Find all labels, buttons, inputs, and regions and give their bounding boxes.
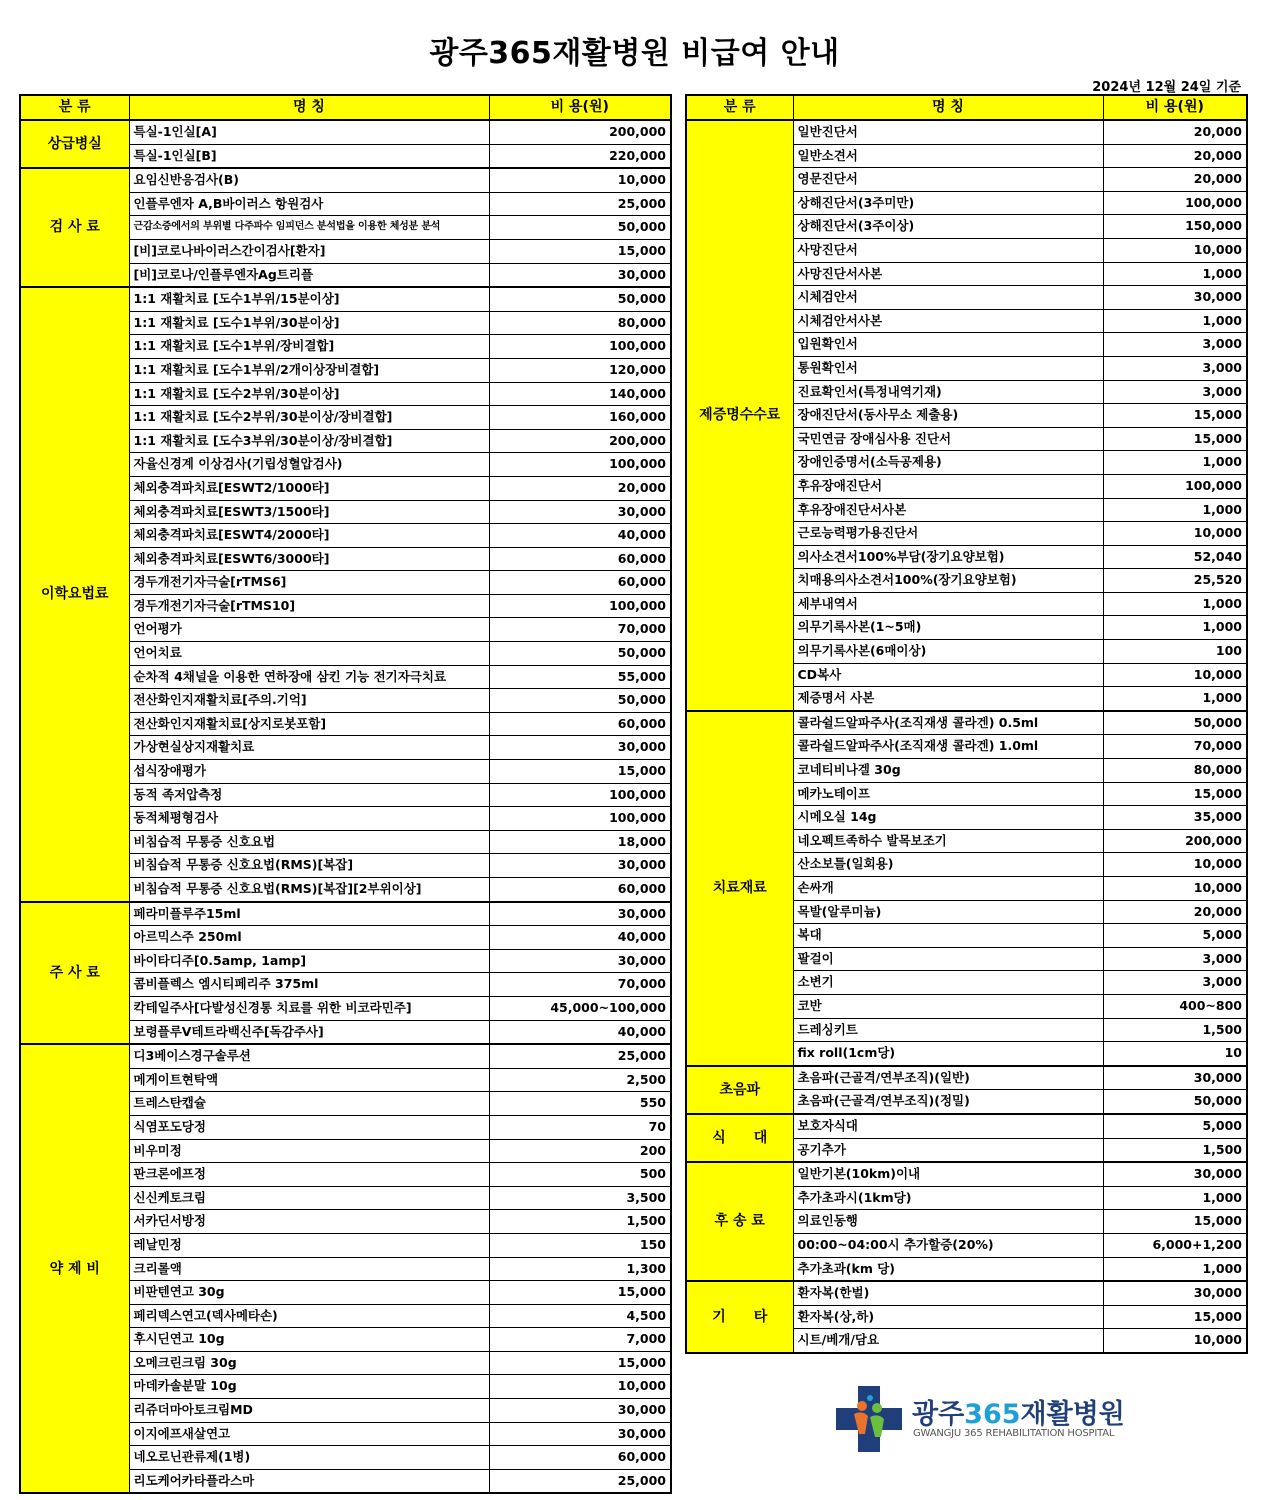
item-name: 섭식장애평가 [129,760,489,784]
item-price: 30,000 [1103,1162,1247,1186]
item-price: 500 [489,1163,671,1187]
item-name: 사망진단서사본 [793,262,1103,286]
item-price: 1,000 [1103,498,1247,522]
item-price: 70,000 [489,973,671,997]
item-price: 30,000 [489,1422,671,1446]
item-name: 이지에프새살연고 [129,1422,489,1446]
item-name: 초음파(근골격/연부조직)(정밀) [793,1090,1103,1114]
item-name: 1:1 재활치료 [도수1부위/2개이상장비결합] [129,358,489,382]
item-name: 콜라쉴드알파주사(조직재생 콜라겐) 0.5ml [793,711,1103,735]
item-name: 환자복(한벌) [793,1281,1103,1305]
item-name: 상해진단서(3주이상) [793,215,1103,239]
item-price: 40,000 [489,524,671,548]
item-name: fix roll(1cm당) [793,1042,1103,1066]
item-name: 비침습적 무통증 신호요법 [129,830,489,854]
item-price: 60,000 [489,571,671,595]
item-price: 50,000 [489,287,671,311]
item-name: 동적 족저압측정 [129,783,489,807]
item-price: 30,000 [489,902,671,926]
item-name: 판크론에프정 [129,1163,489,1187]
item-price: 100,000 [1103,191,1247,215]
item-name: 1:1 재활치료 [도수1부위/15분이상] [129,287,489,311]
item-price: 10,000 [489,168,671,192]
item-name: 언어평가 [129,618,489,642]
table-row [20,902,671,926]
item-price: 1,500 [1103,1138,1247,1162]
item-price: 40,000 [489,1020,671,1044]
item-price: 15,000 [489,239,671,263]
item-name: 장애진단서(동사무소 제출용) [793,404,1103,428]
item-name: 체외충격파치료[ESWT4/2000타] [129,524,489,548]
item-name: 1:1 재활치료 [도수2부위/30분이상/장비결합] [129,406,489,430]
item-name: 가상현실상지재활치료 [129,736,489,760]
item-name: 팔걸이 [793,947,1103,971]
item-name: 의무기록사본(1~5매) [793,616,1103,640]
item-price: 30,000 [489,500,671,524]
item-price: 160,000 [489,406,671,430]
item-name: 경두개전기자극술[rTMS6] [129,571,489,595]
item-name: 자율신경계 이상검사(기립성혈압검사) [129,453,489,477]
item-name: 바이타디주[0.5amp, 1amp] [129,949,489,973]
item-price: 60,000 [489,547,671,571]
category-cell: 검 사 료 [20,168,129,287]
header-category: 분 류 [20,95,129,120]
reference-date: 2024년 12월 24일 기준 [1092,80,1241,95]
item-name: [비]코로나바이러스간이검사[환자] [129,239,489,263]
item-name: 입원확인서 [793,333,1103,357]
item-name: 사망진단서 [793,238,1103,262]
item-name: 산소보틀(일회용) [793,853,1103,877]
item-price: 30,000 [489,736,671,760]
item-price: 1,300 [489,1257,671,1281]
item-name: 리도케어카타플라스마 [129,1469,489,1493]
item-price: 200,000 [489,429,671,453]
item-name: 요임신반응검사(B) [129,168,489,192]
item-name: 레날민정 [129,1233,489,1257]
item-name: 장애인증명서(소득공제용) [793,451,1103,475]
item-price: 50,000 [489,642,671,666]
table-row [686,711,1247,735]
item-price: 6,000+1,200 [1103,1233,1247,1257]
item-name: 트레스탄캡슐 [129,1092,489,1116]
item-price: 150,000 [1103,215,1247,239]
table-row [686,1114,1247,1138]
item-name: 리쥬더마아토크림MD [129,1399,489,1423]
item-price: 1,000 [1103,451,1247,475]
item-name: 특실-1인실[B] [129,144,489,168]
item-price: 30,000 [489,1399,671,1423]
item-price: 60,000 [489,878,671,902]
item-name: 공기추가 [793,1138,1103,1162]
item-name: 순차적 4채널을 이용한 연하장애 삼킨 기능 전기자극치료 [129,665,489,689]
item-price: 40,000 [489,926,671,950]
item-price: 15,000 [489,1351,671,1375]
item-name: 일반소견서 [793,144,1103,168]
item-price: 10,000 [1103,238,1247,262]
item-name: 체외충격파치료[ESWT3/1500타] [129,500,489,524]
category-cell: 치료재료 [686,711,793,1066]
item-name: 메게이트현탁액 [129,1068,489,1092]
item-price: 30,000 [1103,1281,1247,1305]
item-name: 전산화인지재활치료[주의.기억] [129,689,489,713]
item-name: 언어치료 [129,642,489,666]
table-row [20,1044,671,1068]
item-name: 콜라쉴드알파주사(조직재생 콜라겐) 1.0ml [793,735,1103,759]
item-price: 15,000 [489,760,671,784]
table-row [20,287,671,311]
item-name: 세부내역서 [793,592,1103,616]
item-price: 150 [489,1233,671,1257]
item-name: 서카딘서방정 [129,1210,489,1234]
item-price: 25,000 [489,1469,671,1493]
item-price: 80,000 [1103,759,1247,783]
item-price: 18,000 [489,830,671,854]
header-row [686,95,1247,120]
item-price: 550 [489,1092,671,1116]
item-price: 1,000 [1103,616,1247,640]
table-row [686,1162,1247,1186]
item-price: 50,000 [1103,711,1247,735]
item-price: 10,000 [1103,663,1247,687]
item-name: 디3베이스경구솔루션 [129,1044,489,1068]
item-name: 후유장애진단서 [793,474,1103,498]
item-name: 제증명서 사본 [793,687,1103,711]
item-name: 1:1 재활치료 [도수3부위/30분이상/장비결합] [129,429,489,453]
item-price: 10,000 [1103,877,1247,901]
item-name: 비판텐연고 30g [129,1281,489,1305]
item-price: 20,000 [1103,144,1247,168]
item-price: 15,000 [1103,1210,1247,1234]
item-price: 1,000 [1103,262,1247,286]
item-price: 70 [489,1115,671,1139]
item-name: 시트/베개/담요 [793,1329,1103,1353]
item-name: 복대 [793,924,1103,948]
item-price: 3,000 [1103,971,1247,995]
category-cell: 상급병실 [20,120,129,168]
item-name: 상해진단서(3주미만) [793,191,1103,215]
table-row [20,120,671,144]
item-name: 손싸개 [793,877,1103,901]
category-cell: 식 대 [686,1114,793,1162]
item-name: 체외충격파치료[ESWT6/3000타] [129,547,489,571]
item-name: 비우미정 [129,1139,489,1163]
header-price: 비 용(원) [1103,95,1247,120]
item-name: 보호자식대 [793,1114,1103,1138]
item-name: 코네티비나겔 30g [793,759,1103,783]
item-price: 10 [1103,1042,1247,1066]
item-price: 400~800 [1103,994,1247,1018]
item-name: 오메크린크림 30g [129,1351,489,1375]
table-row [686,1066,1247,1090]
item-price: 200 [489,1139,671,1163]
item-price: 100 [1103,640,1247,664]
item-price: 1,000 [1103,592,1247,616]
item-name: 코반 [793,994,1103,1018]
table-row [686,120,1247,144]
item-price: 140,000 [489,382,671,406]
item-name: 치매용의사소견서100%(장기요양보험) [793,569,1103,593]
item-price: 100,000 [1103,474,1247,498]
item-name: 의사소견서100%부담(장기요양보험) [793,545,1103,569]
item-name: 1:1 재활치료 [도수1부위/30분이상] [129,311,489,335]
item-name: 페라미플루주15ml [129,902,489,926]
item-price: 7,000 [489,1328,671,1352]
item-price: 30,000 [1103,1066,1247,1090]
item-price: 120,000 [489,358,671,382]
item-price: 10,000 [1103,853,1247,877]
item-name: 추가초과시(1km당) [793,1186,1103,1210]
item-price: 1,000 [1103,1186,1247,1210]
item-price: 20,000 [1103,120,1247,144]
item-price: 100,000 [489,807,671,831]
item-name: 추가초과(km 당) [793,1257,1103,1281]
item-price: 15,000 [1103,782,1247,806]
category-cell: 기 타 [686,1281,793,1353]
item-price: 1,000 [1103,1257,1247,1281]
item-price: 10,000 [1103,1329,1247,1353]
item-price: 25,000 [489,1044,671,1068]
item-name: 통원확인서 [793,356,1103,380]
item-price: 10,000 [1103,522,1247,546]
item-name: 마데카솔분말 10g [129,1375,489,1399]
header-row [20,95,671,120]
item-name: 메카노테이프 [793,782,1103,806]
item-price: 80,000 [489,311,671,335]
item-price: 100,000 [489,594,671,618]
item-name: 크리롤액 [129,1257,489,1281]
item-name: CD복사 [793,663,1103,687]
item-price: 200,000 [1103,829,1247,853]
category-cell: 제증명수수료 [686,120,793,711]
fee-table-left [19,94,672,1494]
item-name: 동적체평형검사 [129,807,489,831]
item-name: 목발(알루미늄) [793,900,1103,924]
item-name: 의무기록사본(6매이상) [793,640,1103,664]
item-name: 신신케토크림 [129,1186,489,1210]
logo-subtitle: GWANGJU 365 REHABILITATION HOSPITAL [913,1428,1115,1439]
page-title: 광주365재활병원 비급여 안내 [429,36,840,71]
fee-table-right [685,94,1248,1354]
item-price: 30,000 [1103,286,1247,310]
table-row [20,168,671,192]
item-name: 환자복(상,하) [793,1305,1103,1329]
hospital-logo [834,1384,1134,1454]
item-price: 20,000 [1103,900,1247,924]
item-name: 식염포도당정 [129,1115,489,1139]
item-price: 25,520 [1103,569,1247,593]
item-price: 1,500 [489,1210,671,1234]
item-name: 콤비플렉스 엠시티페리주 375ml [129,973,489,997]
item-price: 50,000 [489,216,671,240]
item-price: 30,000 [489,263,671,287]
item-price: 60,000 [489,1446,671,1470]
item-price: 10,000 [489,1375,671,1399]
item-name: 전산화인지재활치료[상지로봇포함] [129,712,489,736]
item-name: 진료확인서(특정내역기재) [793,380,1103,404]
header-price: 비 용(원) [489,95,671,120]
item-name: 국민연금 장애심사용 진단서 [793,427,1103,451]
item-price: 5,000 [1103,924,1247,948]
item-price: 20,000 [1103,168,1247,192]
category-cell: 약 제 비 [20,1044,129,1493]
item-name: 페리덱스연고(덱사메타손) [129,1304,489,1328]
item-price: 30,000 [489,949,671,973]
item-name: 시체검안서사본 [793,309,1103,333]
category-cell: 초음파 [686,1066,793,1114]
item-price: 3,000 [1103,356,1247,380]
item-price: 52,040 [1103,545,1247,569]
item-price: 220,000 [489,144,671,168]
item-name: 네오펙트족하수 발목보조기 [793,829,1103,853]
item-name: 아르믹스주 250ml [129,926,489,950]
item-price: 1,000 [1103,687,1247,711]
item-price: 55,000 [489,665,671,689]
item-name: 비침습적 무통증 신호요법(RMS)[복잡][2부위이상] [129,878,489,902]
item-price: 15,000 [1103,427,1247,451]
item-price: 70,000 [1103,735,1247,759]
item-name: 소변기 [793,971,1103,995]
item-name: 초음파(근골격/연부조직)(일반) [793,1066,1103,1090]
item-price: 30,000 [489,854,671,878]
item-name: [비]코로나/인플루엔자Ag트리플 [129,263,489,287]
item-price: 70,000 [489,618,671,642]
item-price: 50,000 [1103,1090,1247,1114]
category-cell: 이학요법료 [20,287,129,901]
item-name: 칵테일주사[다발성신경통 치료를 위한 비코라민주] [129,996,489,1020]
item-name: 1:1 재활치료 [도수2부위/30분이상] [129,382,489,406]
medical-cross-people-icon [834,1384,904,1454]
item-name: 일반진단서 [793,120,1103,144]
header-category: 분 류 [686,95,793,120]
item-price: 1,500 [1103,1018,1247,1042]
item-name: 경두개전기자극술[rTMS10] [129,594,489,618]
item-price: 1,000 [1103,309,1247,333]
item-name: 시메오실 14g [793,806,1103,830]
item-name: 보령플루V테트라백신주[독감주사] [129,1020,489,1044]
item-name: 비침습적 무통증 신호요법(RMS)[복잡] [129,854,489,878]
item-price: 15,000 [1103,404,1247,428]
item-name: 00:00~04:00시 추가할증(20%) [793,1233,1103,1257]
category-cell: 후 송 료 [686,1162,793,1281]
item-price: 25,000 [489,192,671,216]
item-price: 4,500 [489,1304,671,1328]
table-row [686,1281,1247,1305]
category-cell: 주 사 료 [20,902,129,1045]
header-name: 명 칭 [129,95,489,120]
item-price: 3,000 [1103,947,1247,971]
item-price: 15,000 [489,1281,671,1305]
item-price: 60,000 [489,712,671,736]
item-name: 1:1 재활치료 [도수1부위/장비결합] [129,335,489,359]
item-price: 100,000 [489,783,671,807]
item-price: 5,000 [1103,1114,1247,1138]
item-price: 15,000 [1103,1305,1247,1329]
item-name: 근감소증에서의 부위별 다주파수 임피던스 분석법을 이용한 체성분 분석 [129,216,489,240]
item-price: 50,000 [489,689,671,713]
item-name: 근로능력평가용진단서 [793,522,1103,546]
item-name: 시체검안서 [793,286,1103,310]
item-name: 후유장애진단서사본 [793,498,1103,522]
item-name: 인플루엔자 A,B바이러스 항원검사 [129,192,489,216]
item-name: 영문진단서 [793,168,1103,192]
item-price: 200,000 [489,120,671,144]
item-price: 3,000 [1103,333,1247,357]
item-name: 의료인동행 [793,1210,1103,1234]
logo-name: 광주365재활병원 [912,1399,1125,1430]
item-name: 특실-1인실[A] [129,120,489,144]
item-price: 20,000 [489,476,671,500]
item-price: 3,500 [489,1186,671,1210]
item-price: 100,000 [489,335,671,359]
item-price: 2,500 [489,1068,671,1092]
item-name: 후시딘연고 10g [129,1328,489,1352]
header-name: 명 칭 [793,95,1103,120]
item-name: 드레싱키트 [793,1018,1103,1042]
item-name: 네오로닌관류제(1병) [129,1446,489,1470]
item-price: 35,000 [1103,806,1247,830]
item-name: 체외충격파치료[ESWT2/1000타] [129,476,489,500]
item-price: 3,000 [1103,380,1247,404]
item-name: 일반기본(10km)이내 [793,1162,1103,1186]
item-price: 100,000 [489,453,671,477]
item-price: 45,000~100,000 [489,996,671,1020]
